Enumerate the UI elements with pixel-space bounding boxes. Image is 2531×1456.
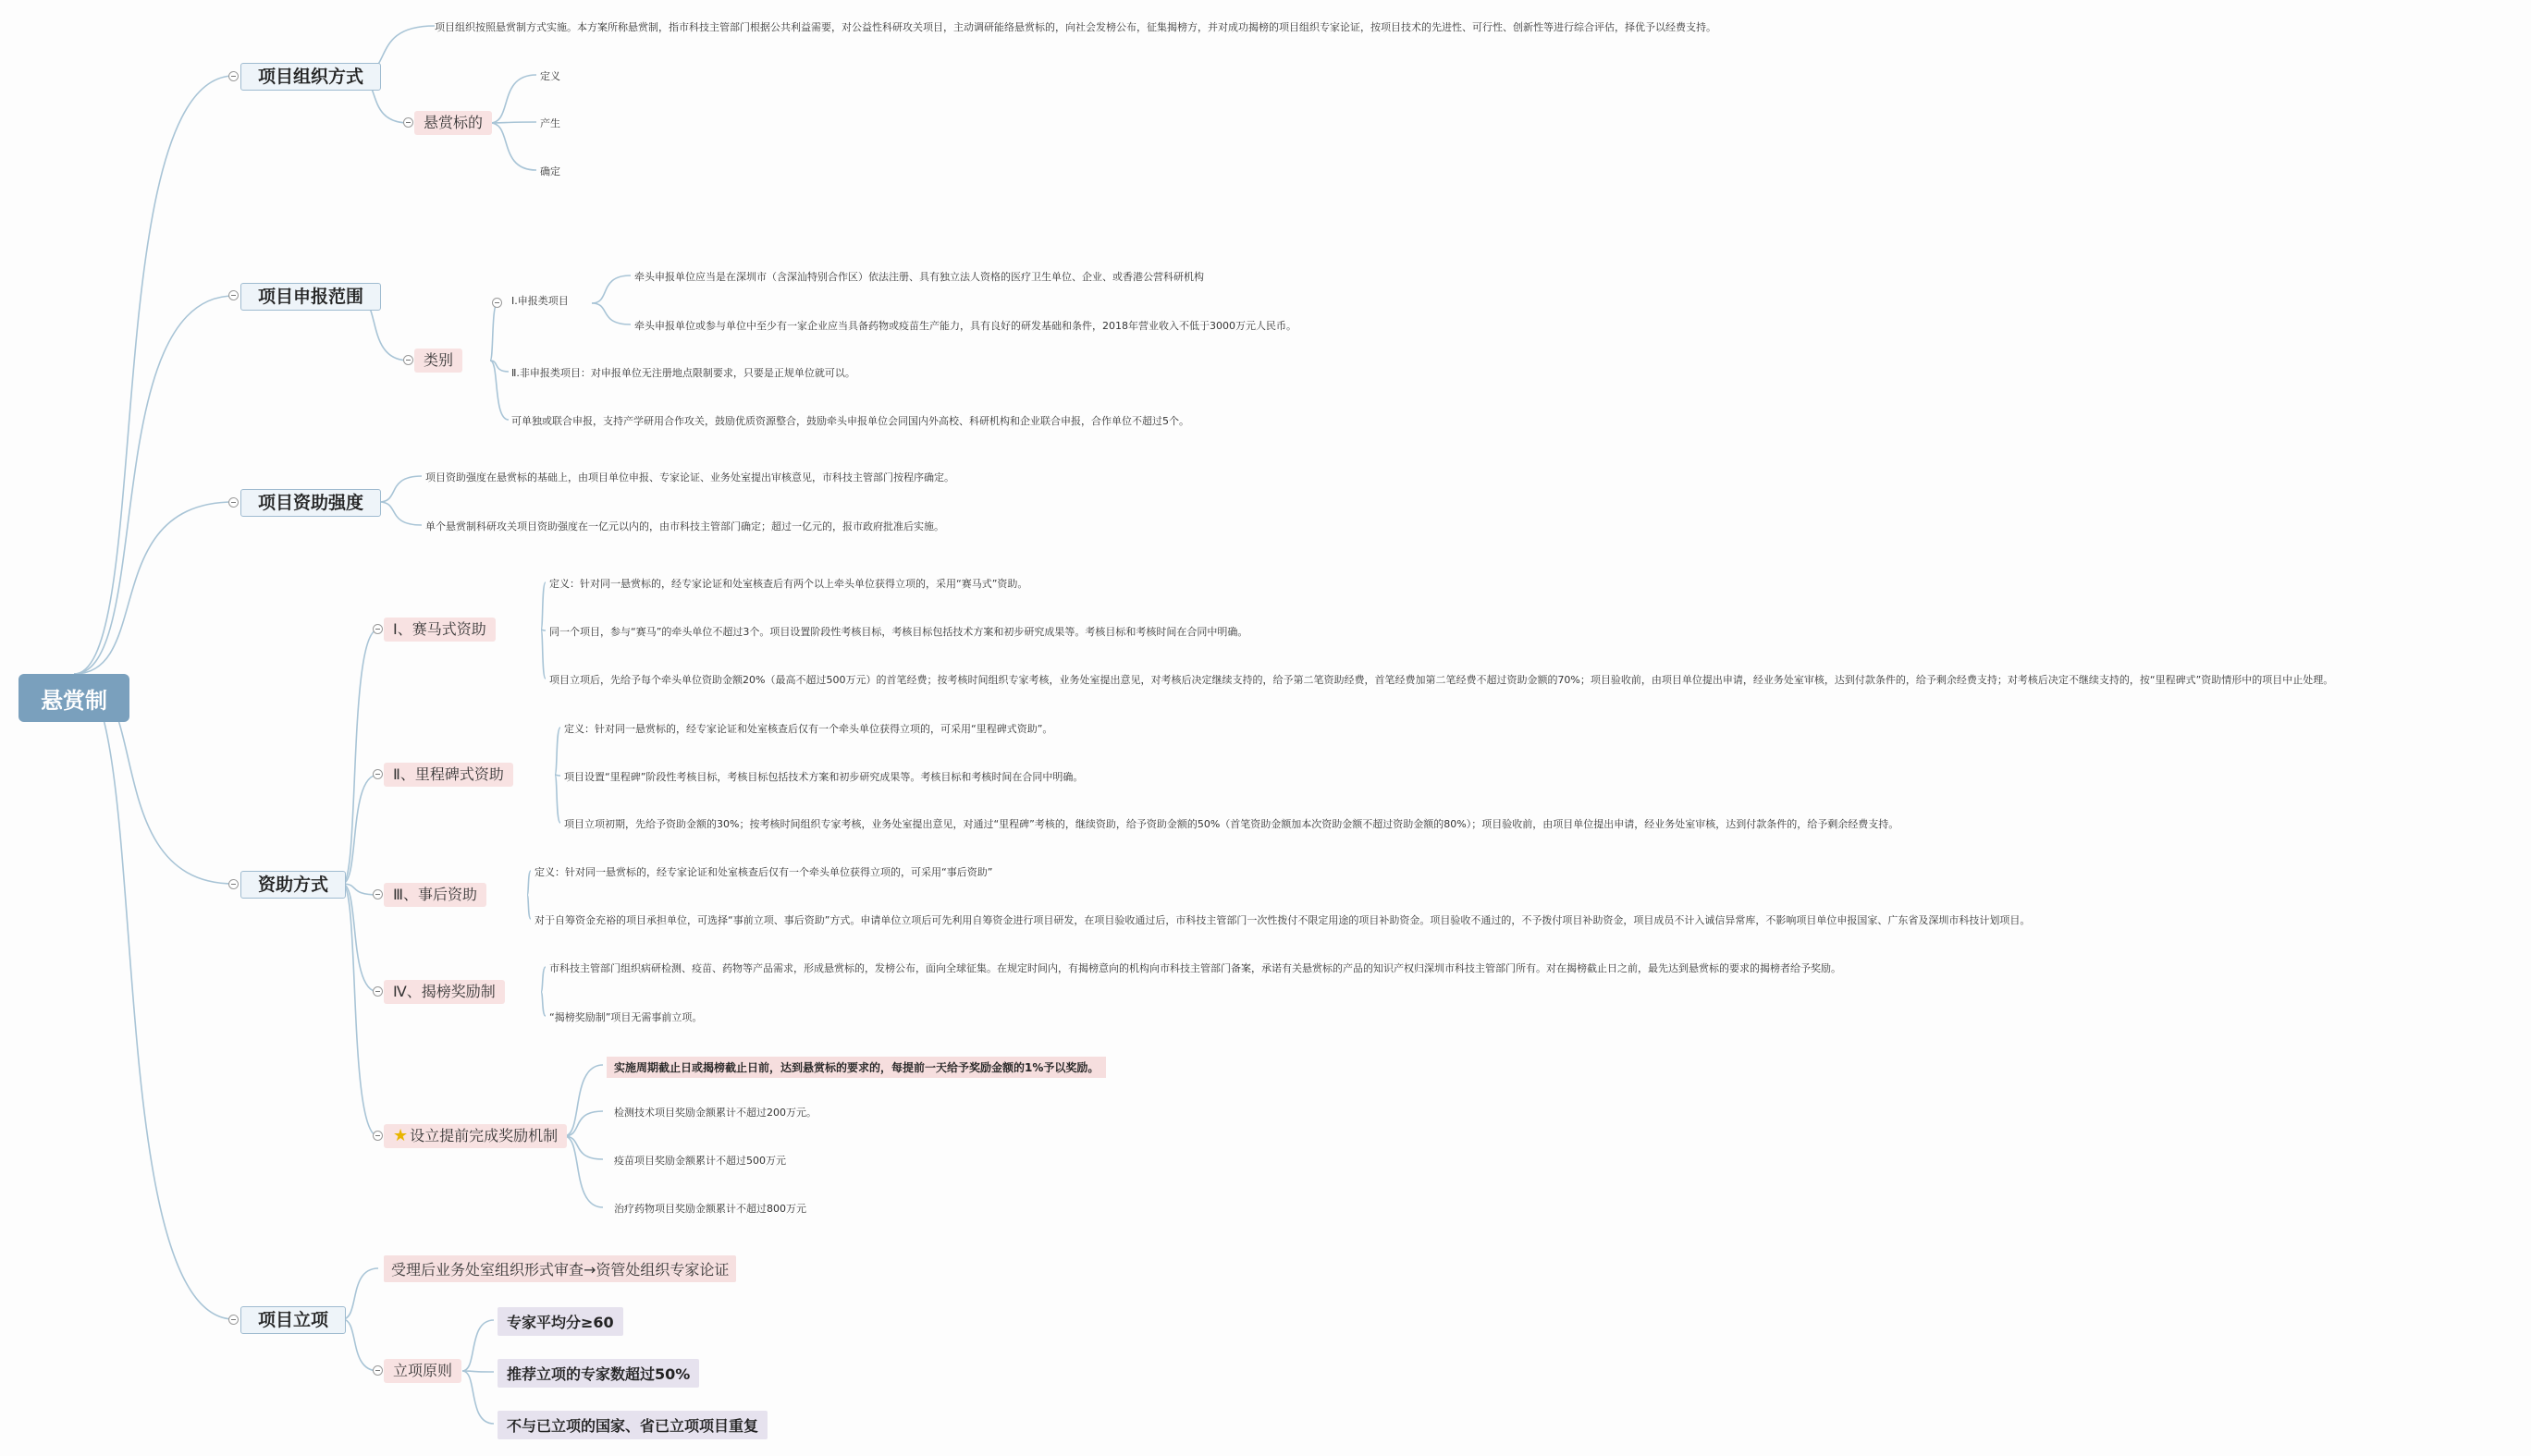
early-item: 治疗药物项目奖励金额累计不超过800万元: [614, 1203, 806, 1215]
funding-race[interactable]: Ⅰ、赛马式资助: [384, 618, 496, 642]
connector-line: [490, 123, 536, 170]
section-funding[interactable]: 资助方式: [240, 871, 346, 899]
connector-line: [342, 1319, 378, 1371]
collapse-icon[interactable]: [403, 355, 413, 365]
collapse-icon[interactable]: [492, 298, 502, 308]
race-item: 定义：针对同一悬赏标的，经专家论证和处室核查后有两个以上牵头单位获得立项的，采用“赛马式”资助。: [549, 578, 1028, 590]
connector-line: [342, 884, 378, 992]
collapse-icon[interactable]: [403, 117, 413, 128]
scope-type2: Ⅱ.非申报类项目：对申报单位无注册地点限制要求，只要是正规单位就可以。: [511, 367, 855, 379]
org-target-item: 定义: [540, 70, 560, 82]
section-intensity[interactable]: 项目资助强度: [240, 489, 381, 517]
section-scope[interactable]: 项目申报范围: [240, 283, 381, 311]
funding-milestone[interactable]: Ⅱ、里程碑式资助: [384, 763, 513, 787]
connector-line: [342, 775, 378, 884]
funding-reveal[interactable]: Ⅳ、揭榜奖励制: [384, 980, 505, 1004]
collapse-icon[interactable]: [373, 889, 383, 899]
early-highlight: 实施周期截止日或揭榜截止日前，达到悬赏标的要求的，每提前一天给予奖励金额的1%予以奖励。: [607, 1057, 1106, 1078]
org-target-item: 产生: [540, 117, 560, 129]
connector-line: [462, 1371, 494, 1372]
connector-line: [342, 630, 378, 884]
connector-line: [527, 871, 531, 895]
connector-line: [541, 582, 546, 630]
scope-type1[interactable]: Ⅰ.申报类项目: [511, 295, 569, 307]
collapse-icon[interactable]: [373, 769, 383, 779]
collapse-icon[interactable]: [373, 986, 383, 997]
collapse-icon[interactable]: [228, 879, 239, 889]
milestone-item: 项目立项初期，先给予资助金额的30%；按考核时间组织专家考核，业务处室提出意见，对通过“里程碑”考核的，继续资助，给予资助金额的50%（首笔资助金额加本次资助金额不超过资助金额的80%）；项目验收前，由项目单位提出申请，经业务处室审核，达到付款条件的，给予剩余经费支持。: [564, 818, 1899, 830]
connector-line: [342, 1268, 378, 1319]
section-approval[interactable]: 项目立项: [240, 1306, 346, 1334]
root-node[interactable]: 悬赏制: [18, 674, 129, 722]
reveal-item: 市科技主管部门组织病研检测、疫苗、药物等产品需求，形成悬赏标的，发榜公布，面向全球征集。在规定时间内，有揭榜意向的机构向市科技主管部门备案，承诺有关悬赏标的产品的知识产权归深圳市科技主管部门所有。对在揭榜截止日之前，最先达到悬赏标的要求的揭榜者给予奖励。: [549, 962, 1841, 974]
race-item: 同一个项目，参与“赛马”的牵头单位不超过3个。项目设置阶段性考核目标，考核目标包括技术方案和初步研究成果等。考核目标和考核时间在合同中明确。: [549, 626, 1248, 638]
funding-post[interactable]: Ⅲ、事后资助: [384, 883, 486, 907]
org-target[interactable]: 悬赏标的: [414, 111, 492, 135]
connector-line: [74, 674, 234, 1319]
connector-line: [541, 992, 546, 1016]
principle-item: 不与已立项的国家、省已立项项目重复: [498, 1411, 768, 1439]
principle-item: 推荐立项的专家数超过50%: [498, 1359, 699, 1388]
connector-line: [342, 884, 378, 1136]
connector-line: [555, 775, 560, 823]
connector-line: [541, 967, 546, 992]
connector-line: [462, 1320, 494, 1371]
scope-type1-item: 牵头申报单位或参与单位中至少有一家企业应当具备药物或疫苗生产能力，具有良好的研发基础和条件，2018年营业收入不低于3000万元人民币。: [634, 320, 1296, 332]
post-item: 对于自筹资金充裕的项目承担单位，可选择“事前立项、事后资助”方式。申请单位立项后可先利用自筹资金进行项目研发，在项目验收通过后，市科技主管部门一次性拨付不限定用途的项目补助资金。项目验收不通过的，不予拨付项目补助资金，项目成员不计入诚信异常库，不影响项目单位申报国家、广东省及深圳市科技计划项目。: [534, 914, 2031, 926]
intensity-item: 单个悬赏制科研攻关项目资助强度在一亿元以内的，由市科技主管部门确定；超过一亿元的，报市政府批准后实施。: [425, 520, 944, 532]
connector-line: [462, 1371, 494, 1424]
milestone-item: 定义：针对同一悬赏标的，经专家论证和处室核查后仅有一个牵头单位获得立项的，可采用“里程碑式资助”。: [564, 723, 1053, 735]
collapse-icon[interactable]: [228, 290, 239, 300]
connector-line: [490, 75, 536, 123]
connector-line: [527, 895, 531, 919]
connector-line: [592, 275, 631, 303]
early-item: 检测技术项目奖励金额累计不超过200万元。: [614, 1107, 817, 1119]
scope-category[interactable]: 类别: [414, 349, 462, 373]
star-icon: ★: [393, 1126, 409, 1145]
scope-joint: 可单独或联合申报，支持产学研用合作攻关，鼓励优质资源整合，鼓励牵头申报单位会同国内外高校、科研机构和企业联合申报，合作单位不超过5个。: [511, 415, 1189, 427]
post-item: 定义：针对同一悬赏标的，经专家论证和处室核查后仅有一个牵头单位获得立项的，可采用“事后资助”: [534, 866, 993, 878]
connector-line: [74, 296, 234, 674]
reveal-item: “揭榜奖励制”项目无需事前立项。: [549, 1011, 703, 1023]
connector-line: [379, 502, 422, 525]
connector-line: [564, 1136, 603, 1207]
approval-review: 受理后业务处室组织形式审查→资管处组织专家论证: [384, 1255, 736, 1282]
collapse-icon[interactable]: [373, 1365, 383, 1376]
connector-line: [541, 630, 546, 679]
collapse-icon[interactable]: [228, 497, 239, 508]
org-intro: 项目组织按照悬赏制方式实施。本方案所称悬赏制，指市科技主管部门根据公共利益需要，对公益性科研攻关项目，主动调研能络悬赏标的，向社会发榜公布，征集揭榜方，并对成功揭榜的项目组织专家论证，按项目技术的先进性、可行性、创新性等进行综合评估，择优予以经费支持。: [435, 21, 1716, 33]
collapse-icon[interactable]: [373, 624, 383, 634]
intensity-item: 项目资助强度在悬赏标的基础上，由项目单位申报、专家论证、业务处室提出审核意见，市科技主管部门按程序确定。: [425, 471, 954, 483]
early-label: 设立提前完成奖励机制: [410, 1127, 559, 1144]
milestone-item: 项目设置“里程碑”阶段性考核目标，考核目标包括技术方案和初步研究成果等。考核目标和考核时间在合同中明确。: [564, 771, 1084, 783]
funding-early[interactable]: [384, 1124, 567, 1148]
connector-line: [490, 122, 536, 123]
collapse-icon[interactable]: [228, 1315, 239, 1325]
collapse-icon[interactable]: [228, 71, 239, 81]
early-item: 疫苗项目奖励金额累计不超过500万元: [614, 1155, 786, 1167]
connector-line: [555, 728, 560, 775]
org-target-item: 确定: [540, 165, 560, 177]
connector-line: [74, 76, 234, 674]
approval-principles[interactable]: 立项原则: [384, 1359, 461, 1383]
scope-type1-item: 牵头申报单位应当是在深圳市（含深汕特别合作区）依法注册、具有独立法人资格的医疗卫生单位、企业、或香港公营科研机构: [634, 271, 1204, 283]
connector-line: [592, 303, 631, 324]
race-item: 项目立项后，先给予每个牵头单位资助金额20%（最高不超过500万元）的首笔经费；按考核时间组织专家考核，业务处室提出意见，对考核后决定继续支持的，给予第二笔资助经费，首笔经费加第二笔经费不超过资助金额的70%；项目验收前，由项目单位提出申请，经业务处室审核，达到付款条件的，给予剩余经费支持；对考核后决定不继续支持的，按“里程碑式”资助情形中的项目中止处理。: [549, 674, 2334, 686]
principle-item: 专家平均分≥60: [498, 1307, 623, 1336]
connector-line: [490, 303, 498, 361]
connector-line: [379, 476, 422, 502]
collapse-icon[interactable]: [373, 1131, 383, 1141]
connector-line: [564, 1065, 603, 1136]
section-org[interactable]: 项目组织方式: [240, 63, 381, 91]
